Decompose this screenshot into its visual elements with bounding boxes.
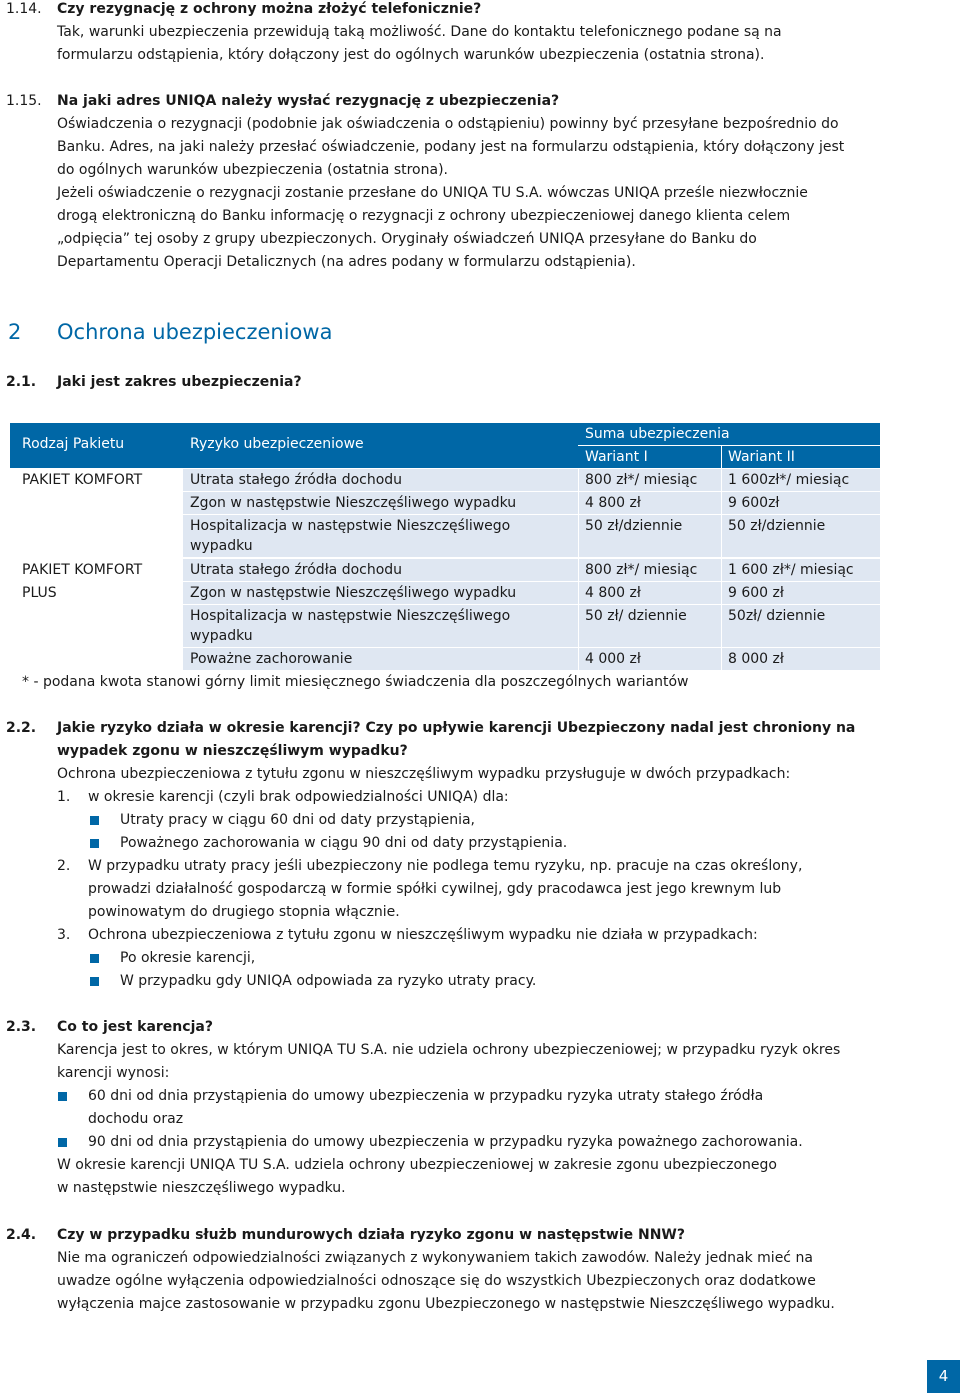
question-number: 2.3. [6, 1019, 37, 1035]
paragraph-line: karencji wynosi: [57, 1065, 170, 1081]
paragraph-line: Ochrona ubezpieczeniowa z tytułu zgonu w nieszczęśliwym wypadku przysługuje w dwóch przypadkach: [57, 766, 791, 782]
question-title: Jakie ryzyko działa w okresie karencji? Czy po upływie karencji Ubezpieczony nadal jest chroniony na [57, 720, 856, 736]
paragraph-line: „odpięcia” tej osoby z grupy ubezpieczonych. Oryginały oświadczeń UNIQA przesyłane do Banku do [57, 231, 757, 247]
bullet-icon [90, 816, 99, 825]
question-number: 1.14. [6, 1, 42, 17]
question-number: 2.4. [6, 1227, 37, 1243]
section-number: 2 [8, 320, 22, 344]
header-sum: Suma ubezpieczenia [585, 426, 730, 442]
value-cell: 1 600 zł*/ miesiąc [728, 562, 854, 578]
question-number: 1.15. [6, 93, 42, 109]
paragraph-line: W okresie karencji UNIQA TU S.A. udziela ochrony ubezpieczeniowej w zakresie zgonu ubezpieczonego [57, 1157, 777, 1173]
paragraph-line: Oświadczenia o rezygnacji (podobnie jak oświadczenia o odstąpieniu) powinny być przesyłane bezpośrednio do [57, 116, 839, 132]
question-title: wypadek zgonu w nieszczęśliwym wypadku? [57, 743, 408, 759]
bullet-text: 90 dni od dnia przystąpienia do umowy ubezpieczenia w przypadku ryzyka poważnego zachorowania. [88, 1134, 803, 1150]
header-variant-2: Wariant II [728, 449, 795, 465]
package-name: PAKIET KOMFORT [22, 472, 143, 488]
risk-cell: Utrata stałego źródła dochodu [190, 562, 403, 578]
list-number: 1. [57, 789, 71, 805]
list-number: 2. [57, 858, 71, 874]
value-cell: 50zł/ dziennie [728, 608, 826, 624]
bullet-icon [90, 839, 99, 848]
header-divider [721, 446, 722, 468]
value-cell: 9 600zł [728, 495, 780, 511]
package-name: PAKIET KOMFORT [22, 562, 143, 578]
question-number: 2.1. [6, 374, 37, 390]
header-variant-1: Wariant I [585, 449, 648, 465]
question-title: Czy rezygnację z ochrony można złożyć telefonicznie? [57, 1, 482, 17]
paragraph-line: wyłączenia majce zastosowanie w przypadku zgonu Ubezpieczonego w następstwie Nieszczęśliwego wypadku. [57, 1296, 835, 1312]
bullet-icon [90, 954, 99, 963]
value-cell: 800 zł*/ miesiąc [585, 472, 698, 488]
value-cell: 4 800 zł [585, 585, 641, 601]
bullet-text: Po okresie karencji, [120, 950, 256, 966]
value-cell: 8 000 zł [728, 651, 784, 667]
column-divider [721, 469, 722, 670]
question-title: Czy w przypadku służb mundurowych działa ryzyko zgonu w następstwie NNW? [57, 1227, 685, 1243]
column-divider [578, 469, 579, 670]
list-item: w okresie karencji (czyli brak odpowiedzialności UNIQA) dla: [88, 789, 509, 805]
paragraph-line: Jeżeli oświadczenie o rezygnacji zostanie przesłane do UNIQA TU S.A. wówczas UNIQA prześle niezwłocznie [57, 185, 808, 201]
list-item: powinowatym do drugiego stopnia włącznie. [88, 904, 400, 920]
bullet-text: Utraty pracy w ciągu 60 dni od daty przystąpienia, [120, 812, 476, 828]
value-cell: 4 800 zł [585, 495, 641, 511]
bullet-text: dochodu oraz [88, 1111, 184, 1127]
value-cell: 9 600 zł [728, 585, 784, 601]
header-divider [578, 445, 880, 446]
question-title: Na jaki adres UNIQA należy wysłać rezygnację z ubezpieczenia? [57, 93, 560, 109]
paragraph-line: Tak, warunki ubezpieczenia przewidują taką możliwość. Dane do kontaktu telefonicznego podane są na [57, 24, 782, 40]
paragraph-line: w następstwie nieszczęśliwego wypadku. [57, 1180, 346, 1196]
bullet-text: Poważnego zachorowania w ciągu 90 dni od daty przystąpienia. [120, 835, 568, 851]
risk-cell: Hospitalizacja w następstwie Nieszczęśliwego [190, 518, 511, 534]
paragraph-line: Nie ma ograniczeń odpowiedzialności związanych z wykonywaniem takich zawodów. Należy jednak mieć na [57, 1250, 813, 1266]
question-title: Co to jest karencja? [57, 1019, 213, 1035]
value-cell: 50 zł/ dziennie [585, 608, 687, 624]
value-cell: 50 zł/dziennie [728, 518, 826, 534]
section-title: Ochrona ubezpieczeniowa [57, 320, 333, 344]
bullet-text: W przypadku gdy UNIQA odpowiada za ryzyko utraty pracy. [120, 973, 537, 989]
risk-cell: Zgon w następstwie Nieszczęśliwego wypadku [190, 585, 517, 601]
risk-cell: wypadku [190, 538, 253, 554]
paragraph-line: Banku. Adres, na jaki należy przesłać oświadczenie, podany jest na formularzu odstąpienia, który dołączony jest [57, 139, 845, 155]
paragraph-line: formularzu odstąpienia, który dołączony jest do ogólnych warunków ubezpieczenia (ostatnia strona). [57, 47, 765, 63]
table-footnote: * - podana kwota stanowi górny limit miesięcznego świadczenia dla poszczególnych wariantów [22, 674, 689, 690]
question-title: Jaki jest zakres ubezpieczenia? [57, 374, 302, 390]
package-name: PLUS [22, 585, 57, 601]
paragraph-line: Karencja jest to okres, w którym UNIQA TU S.A. nie udziela ochrony ubezpieczeniowej; w przypadku ryzyk okres [57, 1042, 841, 1058]
bullet-icon [90, 977, 99, 986]
question-number: 2.2. [6, 720, 37, 736]
paragraph-line: drogą elektroniczną do Banku informację o rezygnacji z ochrony ubezpieczeniowej danego klienta celem [57, 208, 791, 224]
bullet-icon [58, 1138, 67, 1147]
paragraph-line: Departamentu Operacji Detalicznych (na adres podany w formularzu odstąpienia). [57, 254, 636, 270]
bullet-icon [58, 1092, 67, 1101]
value-cell: 50 zł/dziennie [585, 518, 683, 534]
list-number: 3. [57, 927, 71, 943]
header-package: Rodzaj Pakietu [22, 436, 125, 452]
paragraph-line: uwadze ogólne wyłączenia odpowiedzialności odnoszące się do wszystkich Ubezpieczonych oraz dodatkowe [57, 1273, 816, 1289]
page-number: 4 [927, 1360, 960, 1393]
paragraph-line: do ogólnych warunków ubezpieczenia (ostatnia strona). [57, 162, 448, 178]
bullet-text: 60 dni od dnia przystąpienia do umowy ubezpieczenia w przypadku ryzyka utraty stałego źródła [88, 1088, 764, 1104]
value-cell: 800 zł*/ miesiąc [585, 562, 698, 578]
risk-cell: Zgon w następstwie Nieszczęśliwego wypadku [190, 495, 517, 511]
risk-cell: wypadku [190, 628, 253, 644]
value-cell: 1 600zł*/ miesiąc [728, 472, 850, 488]
value-cell: 4 000 zł [585, 651, 641, 667]
list-item: W przypadku utraty pracy jeśli ubezpieczony nie podlega temu ryzyku, np. pracuje na czas określony, [88, 858, 803, 874]
list-item: prowadzi działalność gospodarczą w formie spółki cywilnej, gdy pracodawca jest jego krewnym lub [88, 881, 782, 897]
list-item: Ochrona ubezpieczeniowa z tytułu zgonu w nieszczęśliwym wypadku nie działa w przypadkach: [88, 927, 758, 943]
header-risk: Ryzyko ubezpieczeniowe [190, 436, 364, 452]
risk-cell: Utrata stałego źródła dochodu [190, 472, 403, 488]
risk-cell: Hospitalizacja w następstwie Nieszczęśliwego [190, 608, 511, 624]
risk-cell: Poważne zachorowanie [190, 651, 353, 667]
